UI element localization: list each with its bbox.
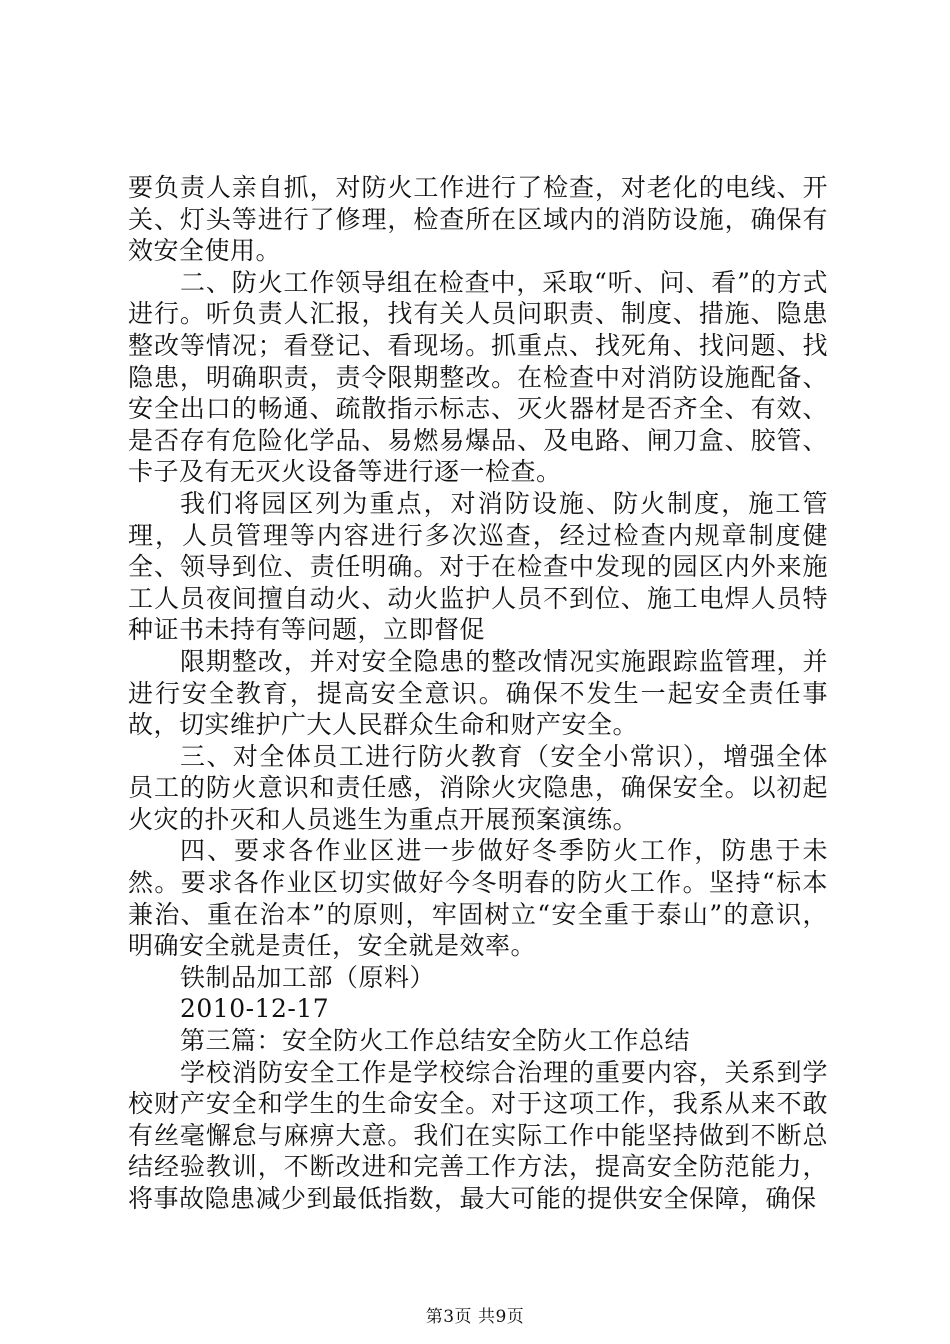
paragraph-inspection-method: 二、防火工作领导组在检查中，采取“听、问、看”的方式进行。听负责人汇报，找有关人员问职责、制度、措施、隐患整改等情况；看登记、看现场。抓重点、找死角、找问题、找隐患，明确职责，责令限期整改。在检查中对消防设施配备、安全出口的畅通、疏散指示标志、灭火器材是否齐全、有效、是否存有危险化学品、易燃易爆品、及电路、闸刀盒、胶管、卡子及有无灭火设备等进行逐一检查。 [128, 267, 828, 487]
paragraph-winter-fire-prevention: 四、要求各作业区进一步做好冬季防火工作，防患于未然。要求各作业区切实做好今冬明春的防火工作。坚持“标本兼治、重在治本”的原则，牢固树立“安全重于泰山”的意识，明确安全就是责任，安全就是效率。 [128, 836, 828, 961]
paragraph-school-fire-safety: 学校消防安全工作是学校综合治理的重要内容，关系到学校财产安全和学生的生命安全。对于这项工作，我系从来不敢有丝毫懈怠与麻痹大意。我们在实际工作中能坚持做到不断总结经验教训，不断改进和完善工作方法，提高安全防范能力，将事故隐患减少到最低指数，最大可能的提供安全保障，确保 [128, 1057, 828, 1213]
page-footer [0, 1302, 950, 1327]
signature-date: 2010-12-17 [180, 994, 330, 1024]
signature-department: 铁制品加工部（原料） [180, 962, 436, 992]
page-number-label: 第3页 共9页 [425, 1307, 525, 1327]
paragraph-rectification: 限期整改，并对安全隐患的整改情况实施跟踪监管理，并进行安全教育，提高安全意识。确保不发生一起安全责任事故，切实维护广大人民群众生命和财产安全。 [128, 646, 828, 740]
paragraph-fire-education: 三、对全体员工进行防火教育（安全小常识），增强全体员工的防火意识和责任感，消除火灾隐患，确保安全。以初起火灾的扑灭和人员逃生为重点开展预案演练。 [128, 741, 828, 834]
paragraph-continuation: 要负责人亲自抓，对防火工作进行了检查，对老化的电线、开关、灯头等进行了修理，检查所在区域内的消防设施，确保有效安全使用。 [128, 173, 828, 266]
document-body [128, 172, 828, 1215]
paragraph-park-inspection: 我们将园区列为重点，对消防设施、防火制度，施工管理，人员管理等内容进行多次巡查，经过检查内规章制度健全、领导到位、责任明确。对于在检查中发现的园区内外来施工人员夜间擅自动火、动火监护人员不到位、施工电焊人员特种证书未持有等问题，立即督促 [128, 488, 828, 645]
section-title: 第三篇：安全防火工作总结安全防火工作总结 [180, 1026, 691, 1056]
